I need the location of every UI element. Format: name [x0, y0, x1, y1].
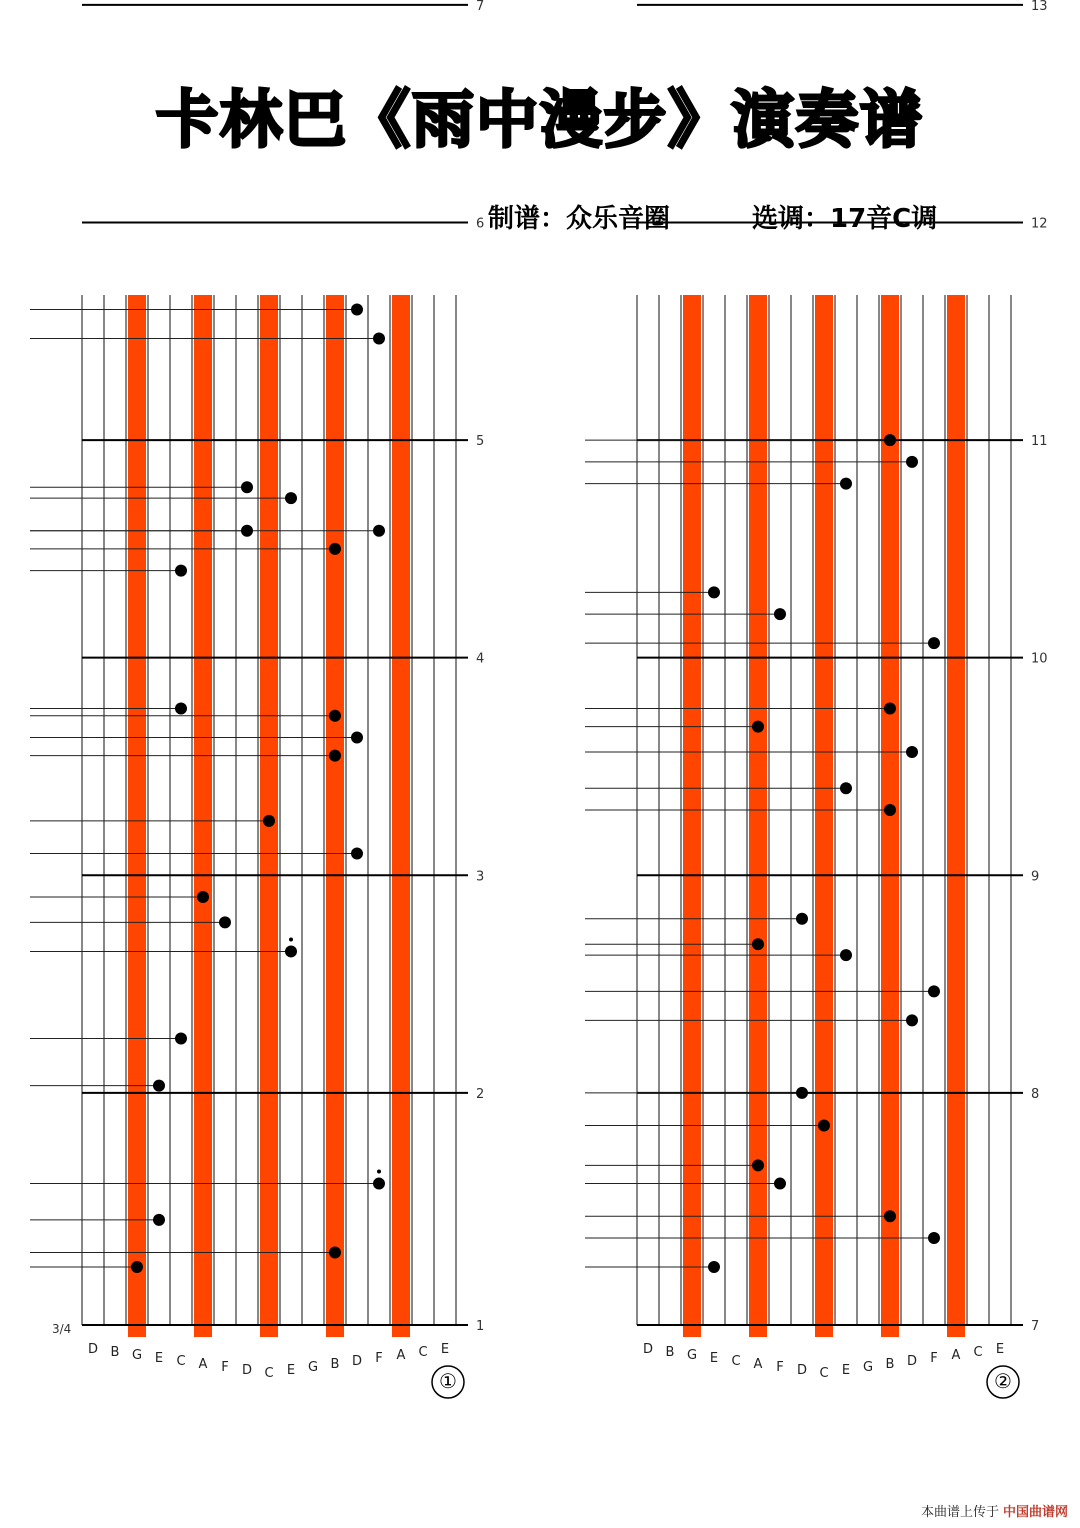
- measure-number: 6: [476, 216, 485, 232]
- key-label: D: [87, 1342, 99, 1357]
- note-dot: [241, 481, 253, 493]
- note-dot: [219, 916, 231, 928]
- note-dot: [153, 1080, 165, 1092]
- key-label: A: [753, 1357, 763, 1372]
- measure-number: 10: [1031, 651, 1048, 667]
- note-dot: [840, 782, 852, 794]
- measure-number: 1: [476, 1319, 485, 1334]
- measure-number: 7: [476, 0, 485, 14]
- measure-number: 12: [1031, 216, 1048, 232]
- measure-number: 11: [1031, 434, 1048, 450]
- key-label: B: [665, 1345, 675, 1360]
- highlighted-tine: [392, 295, 410, 1337]
- key-label: A: [951, 1348, 961, 1363]
- key-label: C: [973, 1345, 983, 1360]
- note-dot: [285, 492, 297, 504]
- key-label: D: [241, 1363, 253, 1378]
- highlighted-tine: [326, 295, 344, 1337]
- highlighted-tine: [683, 295, 701, 1337]
- key-label: E: [709, 1351, 719, 1366]
- key-label: C: [731, 1354, 741, 1369]
- highlighted-tine: [947, 295, 965, 1337]
- highlighted-tine: [194, 295, 212, 1337]
- note-dot: [373, 333, 385, 345]
- measure-number: 8: [1031, 1086, 1040, 1102]
- key-label: D: [906, 1354, 918, 1369]
- page-title: 卡林巴《雨中漫步》演奏谱: [155, 83, 924, 156]
- note-dot: [241, 525, 253, 537]
- footer-credit: [921, 1501, 1068, 1520]
- key-label: E: [841, 1363, 851, 1378]
- key-label: G: [131, 1348, 143, 1363]
- arranger-credit: 制谱：众乐音圈: [488, 204, 671, 234]
- note-dot: [351, 731, 363, 743]
- note-dot: [263, 815, 275, 827]
- note-dot: [329, 543, 341, 555]
- kalimba-tab-page-1: [0, 0, 485, 1400]
- note-dot: [928, 1232, 940, 1244]
- note-dot: [175, 1032, 187, 1044]
- key-label: E: [440, 1342, 450, 1357]
- note-dot: [840, 478, 852, 490]
- note-dot: [752, 721, 764, 733]
- note-dot: [197, 891, 209, 903]
- note-dot: [131, 1261, 143, 1273]
- site-name: 中国曲谱网: [1002, 1505, 1068, 1520]
- key-label: E: [286, 1363, 296, 1378]
- upload-text: 本曲谱上传于: [920, 1505, 999, 1520]
- key-label: E: [995, 1342, 1005, 1357]
- note-dot: [329, 710, 341, 722]
- key-label: E: [154, 1351, 164, 1366]
- key-label: B: [110, 1345, 120, 1360]
- key-label: A: [198, 1357, 208, 1372]
- key-label: B: [885, 1357, 895, 1372]
- note-dot: [796, 913, 808, 925]
- key-label: G: [307, 1360, 319, 1375]
- key-label: C: [176, 1354, 186, 1369]
- key-label: D: [351, 1354, 363, 1369]
- note-dot: [329, 1246, 341, 1258]
- key-label: G: [862, 1360, 874, 1375]
- key-label: F: [375, 1351, 383, 1366]
- key-label: F: [930, 1351, 938, 1366]
- note-dot: [752, 938, 764, 950]
- key-label: B: [330, 1357, 340, 1372]
- key-label: D: [796, 1363, 808, 1378]
- key-label: A: [396, 1348, 406, 1363]
- note-dot: [175, 702, 187, 714]
- highlighted-tine: [128, 295, 146, 1337]
- octave-dot: [377, 1170, 381, 1174]
- note-dot: [708, 586, 720, 598]
- page-number: ①: [439, 1369, 457, 1393]
- note-dot: [928, 637, 940, 649]
- note-dot: [774, 1178, 786, 1190]
- note-dot: [884, 702, 896, 714]
- note-dot: [351, 848, 363, 860]
- measure-number: 5: [476, 434, 485, 450]
- highlighted-tine: [815, 295, 833, 1337]
- note-dot: [928, 985, 940, 997]
- key-label: D: [642, 1342, 654, 1357]
- note-dot: [329, 750, 341, 762]
- key-label: C: [418, 1345, 428, 1360]
- key-label: C: [264, 1366, 274, 1381]
- note-dot: [175, 565, 187, 577]
- octave-dot: [289, 937, 293, 941]
- note-dot: [906, 746, 918, 758]
- measure-number: 7: [1031, 1319, 1040, 1334]
- note-dot: [884, 434, 896, 446]
- measure-number: 4: [476, 651, 485, 667]
- note-dot: [840, 949, 852, 961]
- measure-number: 2: [476, 1086, 485, 1102]
- note-dot: [884, 1210, 896, 1222]
- measure-number: 13: [1031, 0, 1048, 14]
- key-label: G: [686, 1348, 698, 1363]
- key-selection: 选调：17音C调: [752, 204, 938, 234]
- note-dot: [774, 608, 786, 620]
- note-dot: [351, 304, 363, 316]
- note-dot: [752, 1159, 764, 1171]
- key-label: C: [819, 1366, 829, 1381]
- note-dot: [153, 1214, 165, 1226]
- note-dot: [373, 1178, 385, 1190]
- time-signature: 3/4: [52, 1322, 72, 1336]
- highlighted-tine: [749, 295, 767, 1337]
- note-dot: [796, 1087, 808, 1099]
- measure-number: 3: [476, 869, 485, 885]
- note-dot: [906, 456, 918, 468]
- note-dot: [818, 1120, 830, 1132]
- measure-number: 9: [1031, 869, 1040, 885]
- page-number: ②: [994, 1369, 1012, 1393]
- note-dot: [285, 945, 297, 957]
- note-dot: [906, 1014, 918, 1026]
- key-label: F: [221, 1360, 229, 1375]
- note-dot: [708, 1261, 720, 1273]
- note-dot: [884, 804, 896, 816]
- key-label: F: [776, 1360, 784, 1375]
- note-dot: [373, 525, 385, 537]
